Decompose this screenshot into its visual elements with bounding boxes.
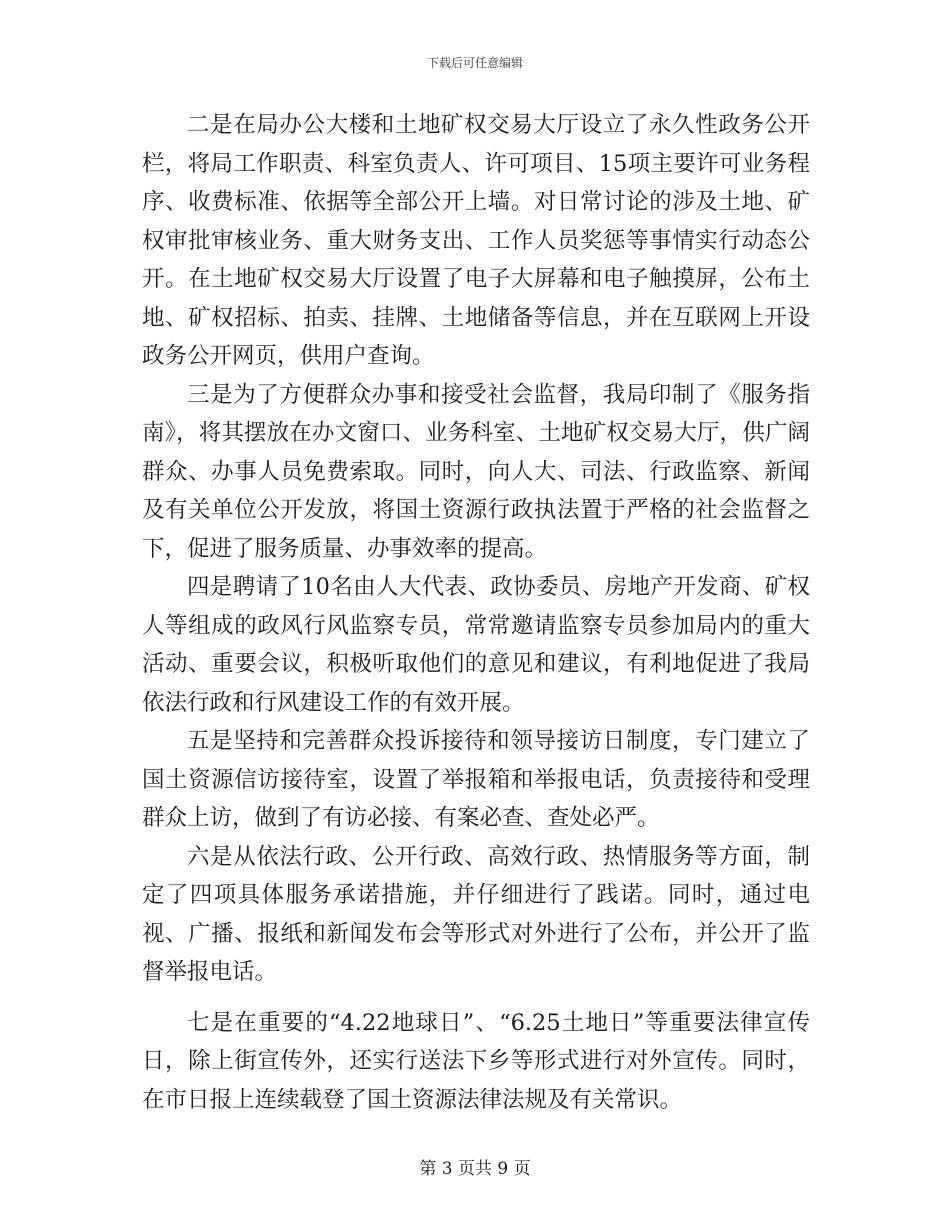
paragraph-4: 四是聘请了10名由人大代表、政协委员、房地产开发商、矿权人等组成的政风行风监察专员，常常邀请监察专员参加局内的重大活动、重要会议，积极听取他们的意见和建议，有利地促进了我局依法行政和行风建设工作的有效开展。 (142, 574, 810, 716)
paragraph-3: 三是为了方便群众办事和接受社会监督，我局印制了《服务指南》，将其摆放在办文窗口、业务科室、土地矿权交易大厅，供广阔群众、办事人员免费索取。同时，向人大、司法、行政监察、新闻及有关单位公开发放，将国土资源行政执法置于严格的社会监督之下，促进了服务质量、办事效率的提高。 (142, 381, 810, 562)
page-header-note: 下载后可任意编辑 (426, 56, 523, 70)
page-number: 第 3 页共 9 页 (419, 1159, 531, 1179)
paragraph-5: 五是坚持和完善群众投诉接待和领导接访日制度，专门建立了国土资源信访接待室，设置了举报箱和举报电话，负责接待和受理群众上访，做到了有访必接、有案必查、查处必严。 (142, 728, 810, 831)
document-body (142, 106, 810, 1119)
paragraph-7: 七是在重要的“4.22地球日”、“6.25土地日”等重要法律宣传日，除上街宣传外，还实行送法下乡等形式进行对外宣传。同时，在市日报上连续载登了国土资源法律法规及有关常识。 (142, 1009, 810, 1113)
paragraph-6: 六是从依法行政、公开行政、高效行政、热情服务等方面，制定了四项具体服务承诺措施，并仔细进行了践诺。同时，通过电视、广播、报纸和新闻发布会等形式对外进行了公布，并公开了监督举报电话。 (142, 843, 810, 985)
paragraph-2: 二是在局办公大楼和土地矿权交易大厅设立了永久性政务公开栏，将局工作职责、科室负责人、许可项目、15项主要许可业务程序、收费标准、依据等全部公开上墙。对日常讨论的涉及土地、矿权审批审核业务、重大财务支出、工作人员奖惩等事情实行动态公开。在土地矿权交易大厅设置了电子大屏幕和电子触摸屏，公布土地、矿权招标、拍卖、挂牌、土地储备等信息，并在互联网上开设政务公开网页，供用户查询。 (142, 112, 810, 369)
